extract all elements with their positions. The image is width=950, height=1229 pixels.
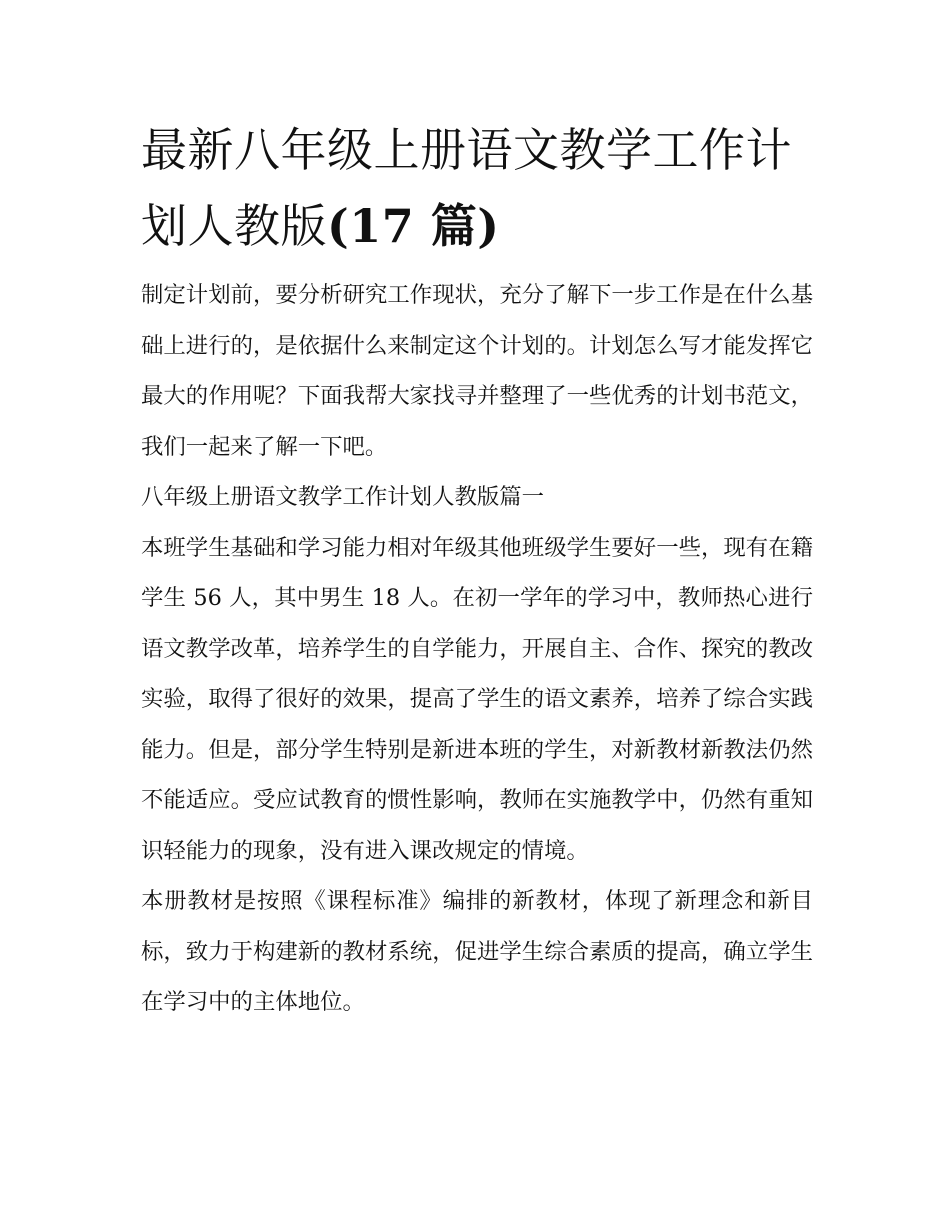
- document-title: [141, 112, 813, 264]
- intro-paragraph: 制定计划前，要分析研究工作现状，充分了解下一步工作是在什么基础上进行的，是依据什么来制定这个计划的。计划怎么写才能发挥它最大的作用呢？下面我帮大家找寻并整理了一些优秀的计划书范文，我们一起来了解一下吧。: [141, 282, 813, 460]
- section-heading: 八年级上册语文教学工作计划人教版篇一: [141, 484, 545, 510]
- class-situation-paragraph: 本班学生基础和学习能力相对年级其他班级学生要好一些，现有在籍学生 56 人，其中男生 18 人。在初一学年的学习中，教师热心进行语文教学改革，培养学生的自学能力，开展自主、合作、探究的教改实验，取得了很好的效果，提高了学生的语文素养，培养了综合实践能力。但是，部分学生特别是新进本班的学生，对新教材新教法仍然不能适应。受应试教育的惯性影响，教师在实施教学中，仍然有重知识轻能力的现象，没有进入课改规定的情境。: [141, 534, 813, 864]
- document-title-main: 最新八年级上册语文教学工作计划人教版: [141, 123, 792, 253]
- document-title-count: (17 篇): [327, 199, 500, 253]
- textbook-analysis-paragraph: 本册教材是按照《课程标准》编排的新教材，体现了新理念和新目标，致力于构建新的教材系统，促进学生综合素质的提高，确立学生在学习中的主体地位。: [141, 888, 813, 1015]
- document-body: [141, 112, 813, 1028]
